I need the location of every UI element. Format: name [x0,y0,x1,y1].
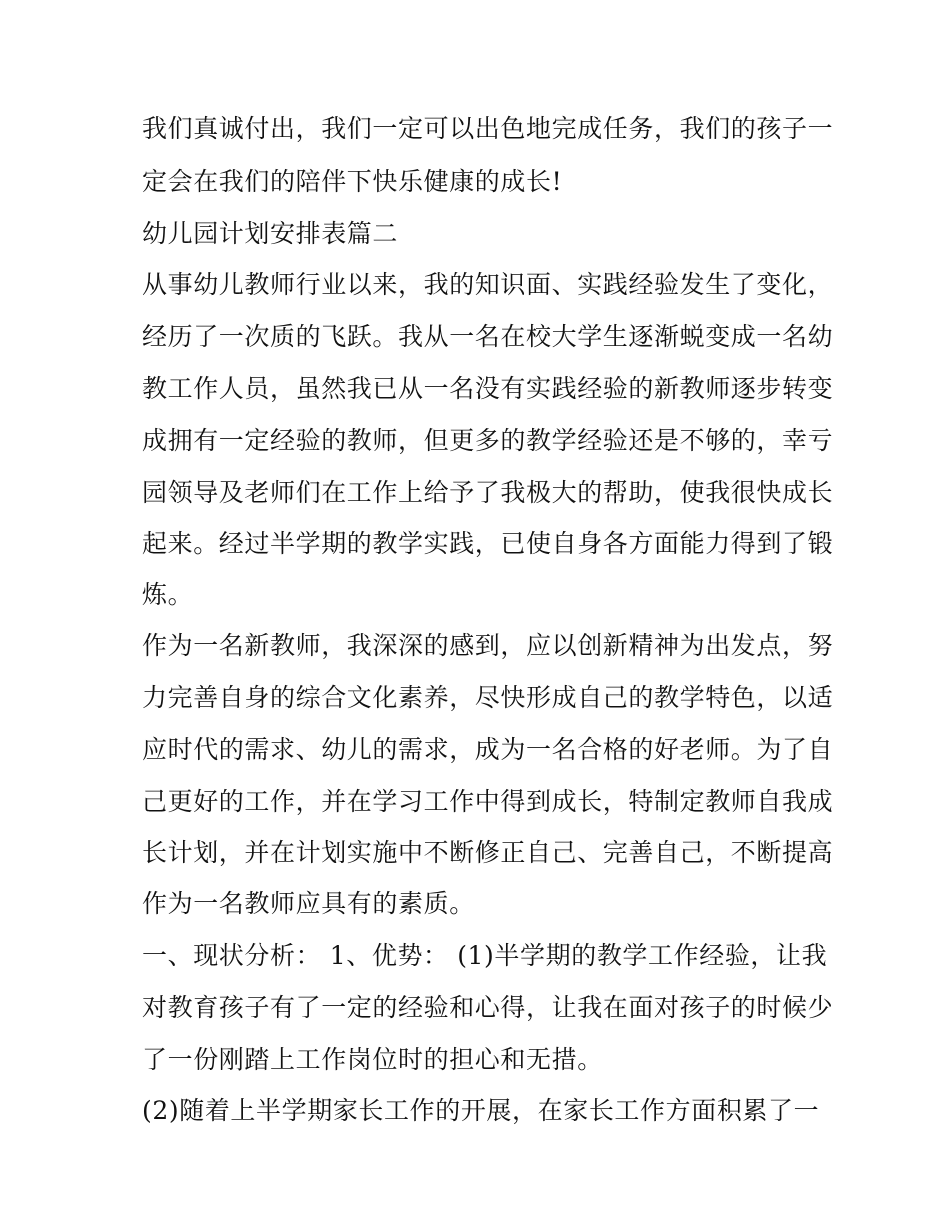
text-line: 一、现状分析： 1、优势： (1)半学期的教学工作经验，让我 [142,941,828,970]
section-heading: 幼儿园计划安排表篇二 [142,219,399,248]
text-line: 对教育孩子有了一定的经验和心得，让我在面对孩子的时候少 [142,993,834,1022]
text-line: 作为一名新教师，我深深的感到，应以创新精神为出发点，努 [142,631,834,660]
text-line: 作为一名教师应具有的素质。 [142,889,475,918]
text-line: 定会在我们的陪伴下快乐健康的成长! [142,167,563,196]
text-line: 经历了一次质的飞跃。我从一名在校大学生逐渐蜕变成一名幼 [142,322,834,351]
text-line: 己更好的工作，并在学习工作中得到成长，特制定教师自我成 [142,787,834,816]
text-line: (2)随着上半学期家长工作的开展，在家长工作方面积累了一 [142,1096,820,1125]
text-line: 起来。经过半学期的教学实践，已使自身各方面能力得到了锻 [142,529,834,558]
text-line: 教工作人员，虽然我已从一名没有实践经验的新教师逐步转变 [142,374,834,403]
text-line: 应时代的需求、幼儿的需求，成为一名合格的好老师。为了自 [142,735,834,764]
text-line: 了一份刚踏上工作岗位时的担心和无措。 [142,1045,603,1074]
text-line: 长计划，并在计划实施中不断修正自己、完善自己，不断提高 [142,838,834,867]
text-line: 我们真诚付出，我们一定可以出色地完成任务，我们的孩子一 [142,114,834,143]
text-line: 从事幼儿教师行业以来，我的知识面、实践经验发生了变化， [142,270,834,299]
text-line: 力完善自身的综合文化素养，尽快形成自己的教学特色，以适 [142,683,834,712]
text-line: 炼。 [142,580,194,609]
text-line: 园领导及老师们在工作上给予了我极大的帮助，使我很快成长 [142,478,834,507]
text-line: 成拥有一定经验的教师，但更多的教学经验还是不够的，幸亏 [142,426,834,455]
